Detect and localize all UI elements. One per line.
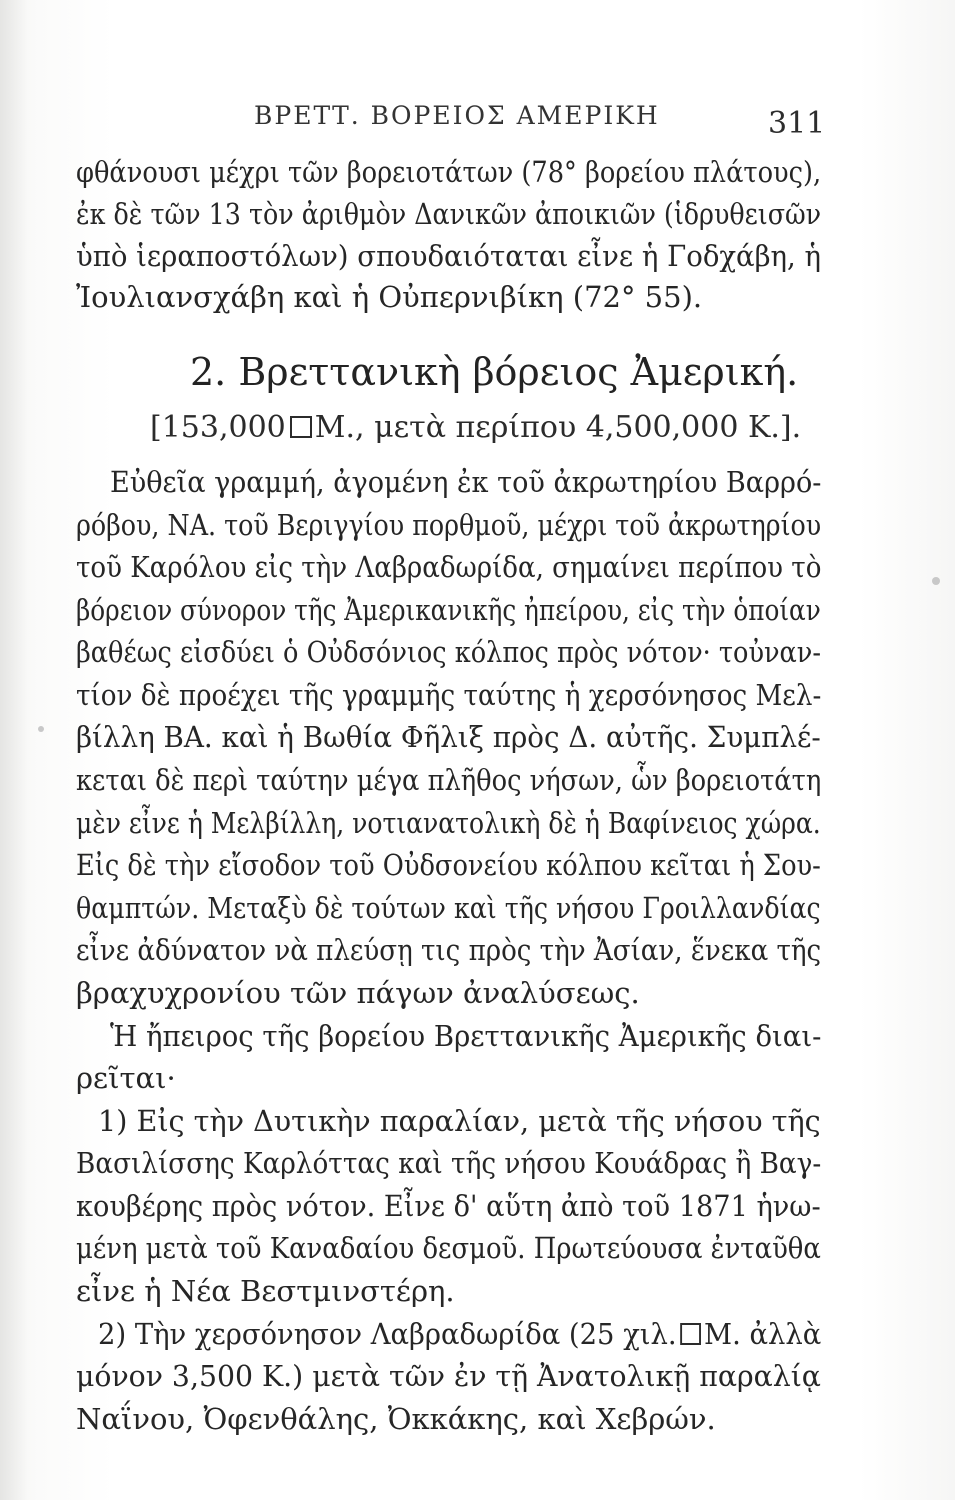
text-line: μόνον 3,500 Κ.) μετὰ τῶν ἐν τῇ Ἀνατολικῇ παραλίᾳ bbox=[76, 1359, 821, 1393]
text-line: μὲν εἶνε ἡ Μελβίλλη, νοτιανατολικὴ δὲ ἡ Βαφίνειος χώρα. bbox=[76, 806, 821, 840]
running-head: ΒΡΕΤΤ. ΒΟΡΕΙΟΣ ΑΜΕΡΙΚΗ bbox=[254, 101, 660, 130]
text-line: βαθέως εἰσδύει ὁ Οὐδσόνιος κόλπος πρὸς νότον· τοὐναν- bbox=[76, 635, 821, 669]
paper-speck bbox=[38, 726, 44, 732]
area-population-note bbox=[150, 410, 801, 445]
text-line: εἶνε ἀδύνατον νὰ πλεύσῃ τις πρὸς τὴν Ἀσίαν, ἕνεκα τῆς bbox=[76, 933, 822, 967]
text-line: Ἡ ἤπειρος τῆς βορείου Βρεττανικῆς Ἀμερικῆς διαι- bbox=[110, 1019, 822, 1053]
text-line: μένη μετὰ τοῦ Καναδαίου δεσμοῦ. Πρωτεύουσα ἐνταῦθα bbox=[76, 1231, 821, 1265]
text-line: θαμπτών. Μεταξὺ δὲ τούτων καὶ τῆς νήσου Γροιλλανδίας bbox=[76, 891, 821, 925]
text-line: ρεῖται· bbox=[76, 1061, 176, 1095]
section-heading: 2. Βρεττανικὴ βόρειος Ἀμερική. bbox=[190, 350, 799, 394]
square-miles-icon bbox=[290, 416, 312, 438]
text-line: Ἰουλιανσχάβη καὶ ἡ Οὐπερνιβίκη (72° 55). bbox=[76, 280, 703, 314]
text-line: Εἰς δὲ τὴν εἴσοδον τοῦ Οὐδσονείου κόλπου κεῖται ἡ Σου- bbox=[76, 848, 821, 882]
text-line-part: Μ. ἀλλὰ bbox=[704, 1317, 822, 1351]
text-line: Βασιλίσσης Καρλόττας καὶ τῆς νήσου Κουάδρας ἢ Βαγ- bbox=[76, 1146, 822, 1180]
square-miles-icon bbox=[680, 1323, 701, 1345]
text-line: τοῦ Καρόλου εἰς τὴν Λαβραδωρίδα, σημαίνει περίπου τὸ bbox=[76, 550, 822, 584]
text-line: κουβέρης πρὸς νότον. Εἶνε δ' αὕτη ἀπὸ τοῦ 1871 ἡνω- bbox=[76, 1189, 821, 1223]
text-line: φθάνουσι μέχρι τῶν βορειοτάτων (78° βορείου πλάτους), bbox=[76, 155, 822, 189]
text-line: Ναΐνου, Ὀφενθάλης, Ὀκκάκης, καὶ Χεβρών. bbox=[76, 1402, 716, 1436]
text-line: ὑπὸ ἱεραποστόλων) σπουδαιόταται εἶνε ἡ Γοδχάβη, ἡ bbox=[76, 239, 822, 273]
page-number: 311 bbox=[768, 106, 826, 141]
text-line: τίον δὲ προέχει τῆς γραμμῆς ταύτης ἡ χερσόνησος Μελ- bbox=[76, 678, 822, 712]
text-line: βόρειον σύνορον τῆς Ἀμερικανικῆς ἠπείρου, εἰς τὴν ὁποίαν bbox=[76, 593, 821, 627]
area-prefix: [153,000 bbox=[150, 410, 286, 445]
page-gutter-shadow bbox=[0, 0, 28, 1500]
area-suffix: Μ., μετὰ περίπου 4,500,000 Κ.]. bbox=[314, 410, 802, 445]
text-line: βραχυχρονίου τῶν πάγων ἀναλύσεως. bbox=[76, 976, 640, 1010]
text-line: κεται δὲ περὶ ταύτην μέγα πλῆθος νήσων, ὧν βορειοτάτη bbox=[76, 763, 822, 797]
text-line: βίλλη ΒΑ. καὶ ἡ Βωθία Φῆλιξ πρὸς Δ. αὐτῆς. Συμπλέ- bbox=[76, 720, 821, 754]
text-line: ρόβου, ΝΑ. τοῦ Βεριγγίου πορθμοῦ, μέχρι τοῦ ἀκρωτηρίου bbox=[76, 508, 822, 542]
text-line-part: 2) Τὴν χερσόνησον Λαβραδωρίδα (25 χιλ. bbox=[98, 1317, 677, 1351]
text-line: 1) Εἰς τὴν Δυτικὴν παραλίαν, μετὰ τῆς νήσου τῆς bbox=[98, 1104, 821, 1138]
paper-speck bbox=[932, 577, 940, 585]
text-line: εἶνε ἡ Νέα Βεστμινστέρη. bbox=[76, 1274, 455, 1308]
text-line: Εὐθεῖα γραμμή, ἀγομένη ἐκ τοῦ ἀκρωτηρίου Βαρρό- bbox=[110, 465, 822, 499]
text-line bbox=[98, 1314, 822, 1354]
text-line: ἐκ δὲ τῶν 13 τὸν ἀριθμὸν Δανικῶν ἀποικιῶν (ἱδρυθεισῶν bbox=[76, 197, 822, 231]
